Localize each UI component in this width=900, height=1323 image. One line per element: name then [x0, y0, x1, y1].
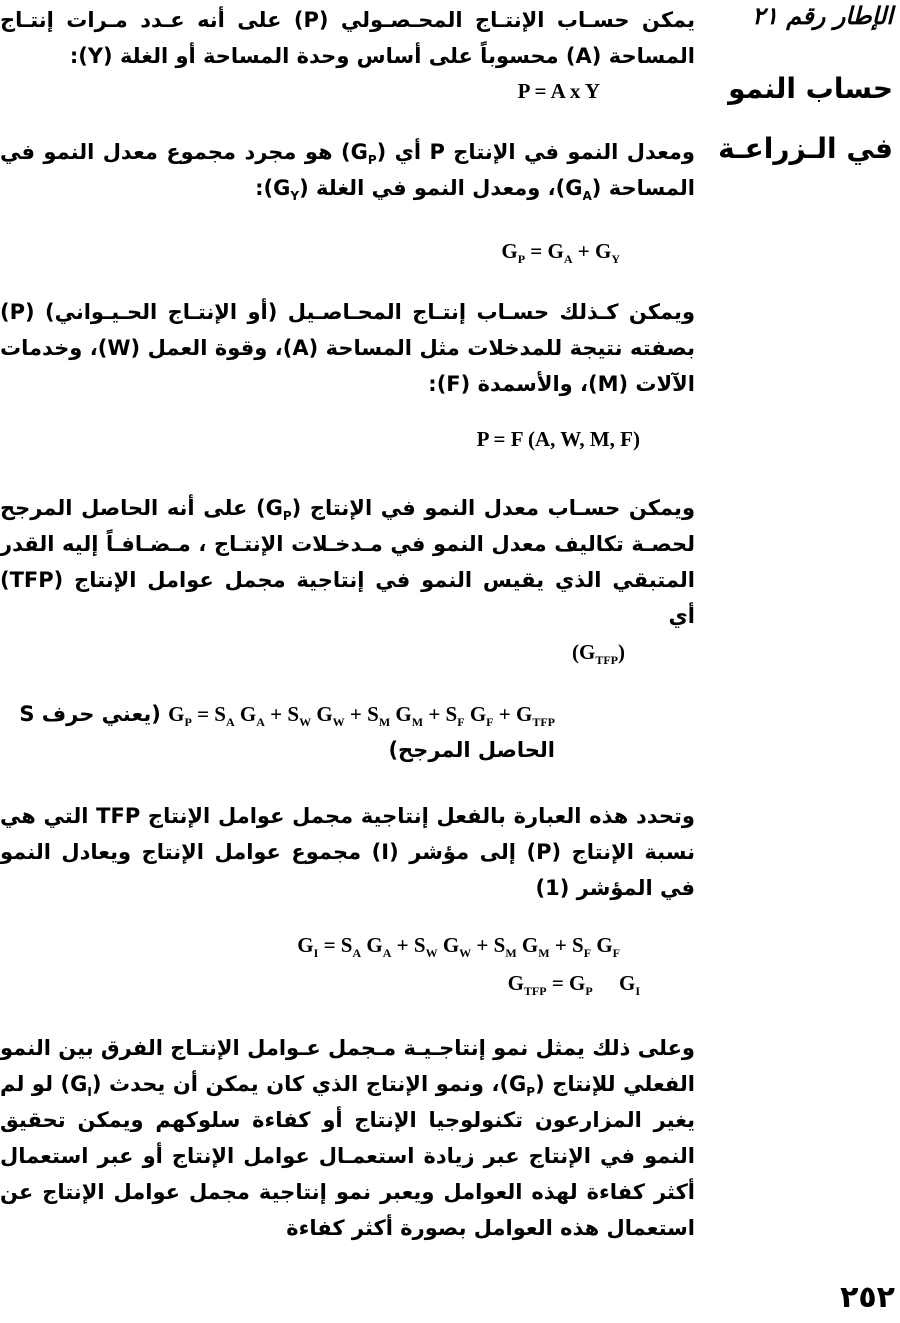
paragraph-weighted-growth-tfp: ويمكن حسـاب معدل النمو في الإنتاج $(G_P)$ على أنه الحاصل المرجح لحصـة تكاليف معدل النمو في مـدخـلات الإنتـاج ، مـضـافـاً إليه القدر المتبقي الذي يقيس النمو في إنتاجية مجمل عوامل الإنتاج (TFP) أي [0, 496, 695, 628]
formula-gp-equals-ga-plus-gy: $G_P = G_A + G_Y$ [501, 239, 620, 267]
formula-production-function: P = F (A, W, M, F) [476, 427, 640, 451]
formula-gi-weighted-shares: $G_I = S_A$ $G_A + S_W$ $G_W + S_M$ $G_M + S_F$ $G_F$ [297, 933, 620, 961]
page-number: ٢٥٢ [840, 1280, 895, 1315]
margin-header [698, 0, 893, 166]
paragraph-production-inputs: ويمكن كـذلك حسـاب إنتـاج المحـاصـيل (أو الإنتـاج الحـيـواني) (P) بصفته نتيجة للمدخلات مثل المساحة (A)، وقوة العمل (W)، وخدمات الآلات (M)، والأسمدة (F): [0, 300, 695, 396]
paragraph-tfp-interpretation: وعلى ذلك يمثل نمو إنتاجـيـة مـجمل عـوامل الإنتـاج الفرق بين النمو الفعلي للإنتاج $(G_P)،$ ونمو الإنتاج الذي كان يمكن أن يحدث $(G_I)$ لو لم يغير المزارعون تكنولوجيا الإنتاج أو كفاءة سلوكهم ويمكن تحقيق النمو في الإنتاج عبر زيادة استعمـال عوامل الإنتاج أو عبر استعمال أكثر كفاءة لهذه العوامل ويعبر نمو إنتاجية مجمل عوامل الإنتاج عن استعمال هذه العوامل بصورة أكثر كفاءة [0, 1036, 696, 1240]
paragraph-crop-production-definition: يمكن حسـاب الإنتـاج المحـصـولي (P) على أنه عـدد مـرات إنتـاج المساحة (A) محسوباً على أساس وحدة المساحة أو الغلة (Y): [0, 8, 695, 68]
formula-gtfp-symbol: $(G_{TFP})$ [572, 640, 625, 668]
paragraph-tfp-ratio-definition: وتحدد هذه العبارة بالفعل إنتاجية مجمل عوامل الإنتاج TFP التي هي نسبة الإنتاج (P) إلى مؤشر (I) مجموع عوامل الإنتاج ويعادل النمو في المؤشر (1) [0, 804, 695, 900]
paragraph-growth-rate-sum: ومعدل النمو في الإنتاج P أي $(G_P)$ هو مجرد مجموع معدل النمو في المساحة $(G_A)،$ ومعدل النمو في الغلة $(G_Y)$: [0, 140, 695, 204]
box-title-line-1: حساب النمو [728, 72, 893, 105]
box-title-line-2: في الـزراعـة [718, 132, 893, 165]
formula-note-weighted-product: (يعني حرف S الحاصل المرجح) [19, 702, 555, 762]
formula-weighted-sum-block [0, 696, 555, 768]
formula-gtfp-equals-gp-gi: $G_{TFP} = G_P$ $G_I$ [507, 971, 640, 999]
formula-gp-weighted-shares: $G_P = S_A$ $G_A + S_W$ $G_W + S_M$ $G_M + S_F$ $G_F + G_{TFP}$ [168, 702, 555, 730]
formula-p-equals-a-times-y: P = A x Y [517, 79, 600, 103]
box-number-label: الإطار رقم ٢١ [752, 2, 893, 30]
